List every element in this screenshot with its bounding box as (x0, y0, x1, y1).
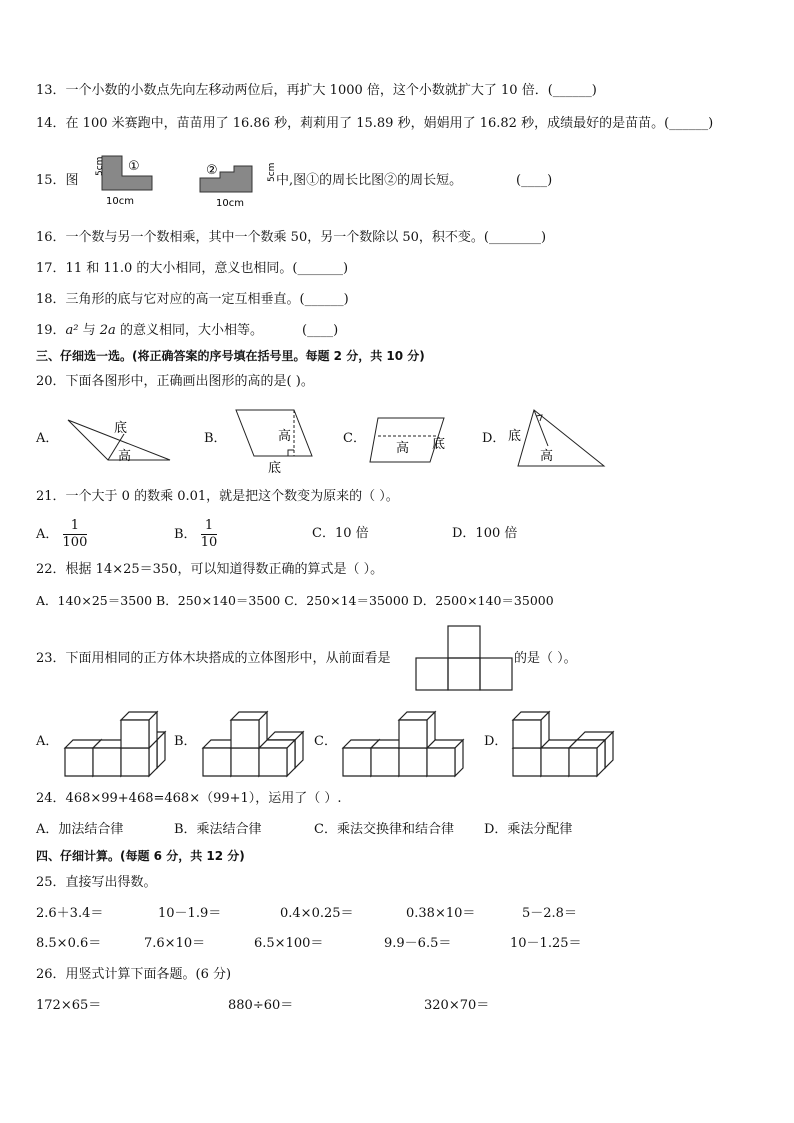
q15-figure-1 (80, 154, 160, 208)
q24-option-c: C．乘法交换律和结合律 (314, 822, 454, 837)
q26-item: 172×65＝ (36, 998, 102, 1013)
question-17: 17．11 和 11.0 的大小相同，意义也相同。(_______) (36, 261, 349, 276)
q21-option-a (36, 518, 87, 552)
question-21: 21．一个大于 0 的数乘 0.01，就是把这个数变为原来的（ ）。 (36, 489, 399, 504)
q23-figure-c (340, 700, 472, 782)
fig2-side-label: 5cm (267, 162, 277, 182)
q20-figure-b (232, 408, 318, 478)
q25-item: 10－1.25＝ (510, 936, 582, 951)
question-26: 26．用竖式计算下面各题。(6 分) (36, 967, 232, 982)
section-4-heading: 四、仔细计算。(每题 6 分，共 12 分) (36, 849, 245, 863)
q20-c-base-label: 底 (432, 437, 446, 452)
question-15-blank: (____) (516, 173, 553, 188)
question-19-blank: (____) (302, 323, 339, 338)
q26-item: 880÷60＝ (228, 998, 294, 1013)
q19-a-squared: a² (65, 323, 79, 338)
fig2-label: ② (206, 163, 218, 178)
q21-option-b (174, 518, 217, 552)
q25-item: 5－2.8＝ (522, 906, 577, 921)
q19-and: 与 (78, 323, 100, 338)
question-13: 13．一个小数的小数点先向左移动两位后，再扩大 1000 倍，这个小数就扩大了 10 倍．(______) (36, 83, 597, 98)
q19-two-a: 2a (99, 323, 116, 338)
q24-option-a: A．加法结合律 (36, 822, 124, 837)
q24-option-d: D．乘法分配律 (484, 822, 573, 837)
question-20: 20．下面各图形中，正确画出图形的高的是( )。 (36, 374, 314, 389)
q25-item: 0.4×0.25＝ (280, 906, 354, 921)
cube (231, 712, 267, 748)
q25-item: 0.38×10＝ (406, 906, 476, 921)
q21-b-label: B． (174, 527, 197, 542)
cube (259, 740, 295, 776)
q23-figure-d (510, 700, 622, 782)
question-15-text: 中,图①的周长比图②的周长短。 (276, 173, 463, 188)
q15-figure-2 (198, 158, 278, 212)
section-3-heading: 三、仔细选一选。(将正确答案的序号填在括号里。每题 2 分，共 10 分) (36, 349, 425, 363)
q20-b-base-label: 底 (268, 461, 282, 476)
cube (569, 740, 605, 776)
q25-item: 2.6＋3.4＝ (36, 906, 104, 921)
cube (121, 712, 157, 748)
q23-option-a-label: A． (36, 734, 59, 749)
q20-figure-d (504, 406, 608, 470)
q26-item: 320×70＝ (424, 998, 490, 1013)
question-22: 22．根据 14×25＝350，可以知道得数正确的算式是（ ）。 (36, 562, 384, 577)
q23-figure-a (62, 700, 174, 782)
q23-option-b-label: B． (174, 734, 197, 749)
q21-a-label: A． (36, 527, 59, 542)
question-14: 14．在 100 米赛跑中，苗苗用了 16.86 秒，莉莉用了 15.89 秒，娟娟用了 16.82 秒，成绩最好的是苗苗。(______) (36, 116, 714, 131)
question-19 (36, 322, 263, 340)
q21-a-fraction: $\frac{1}{100}$ (62, 518, 88, 550)
cube (427, 740, 463, 776)
question-23-suffix: 的是（ ）。 (514, 651, 577, 666)
q20-figure-c (368, 412, 454, 468)
question-23-prefix: 23．下面用相同的正方体木块搭成的立体图形中，从前面看是 (36, 651, 391, 666)
question-16: 16．一个数与另一个数相乘，其中一个数乘 50，另一个数除以 50，积不变。(________) (36, 230, 547, 245)
fig1-side-label: 5cm (95, 156, 105, 176)
q20-d-height-label: 高 (540, 449, 554, 464)
q20-b-height-label: 高 (278, 429, 292, 444)
q22-options: A．140×25＝3500 B．250×140＝3500 C．250×14＝35000 D．2500×140＝35000 (36, 593, 554, 608)
q25-item: 8.5×0.6＝ (36, 936, 102, 951)
question-24: 24．468×99+468=468×（99+1），运用了（ ）. (36, 791, 342, 806)
q20-c-height-label: 高 (396, 441, 410, 456)
q19-text: 的意义相同，大小相等。 (115, 323, 263, 338)
q20-option-a-label: A． (36, 431, 59, 446)
q20-a-height-label: 高 (118, 449, 132, 464)
fig1-label: ① (128, 159, 140, 174)
q24-option-b: B．乘法结合律 (174, 822, 262, 837)
fig1-base-label: 10cm (106, 196, 134, 207)
q20-d-base-label: 底 (508, 429, 522, 444)
q20-option-d-label: D． (482, 431, 506, 446)
q20-figure-a (66, 412, 174, 468)
q21-option-c: C．10 倍 (312, 526, 369, 541)
q19-number: 19． (36, 323, 66, 338)
question-18: 18．三角形的底与它对应的高一定互相垂直。(______) (36, 292, 349, 307)
q21-b-fraction: $\frac{1}{10}$ (200, 518, 218, 550)
q23-figure-b (200, 700, 312, 782)
cube (513, 712, 549, 748)
question-15-prefix: 15．图 (36, 173, 79, 188)
q21-option-d: D．100 倍 (452, 526, 518, 541)
question-25: 25．直接写出得数。 (36, 875, 157, 890)
q23-front-view (414, 624, 514, 692)
q20-a-base-label: 底 (114, 421, 128, 436)
q20-option-c-label: C． (343, 431, 366, 446)
q25-item: 10－1.9＝ (158, 906, 222, 921)
q23-option-d-label: D． (484, 734, 508, 749)
q25-item: 7.6×10＝ (144, 936, 206, 951)
q23-option-c-label: C． (314, 734, 337, 749)
q25-item: 6.5×100＝ (254, 936, 324, 951)
cube (399, 712, 435, 748)
fig2-base-label: 10cm (216, 198, 244, 209)
q20-option-b-label: B． (204, 431, 227, 446)
q25-item: 9.9－6.5＝ (384, 936, 452, 951)
